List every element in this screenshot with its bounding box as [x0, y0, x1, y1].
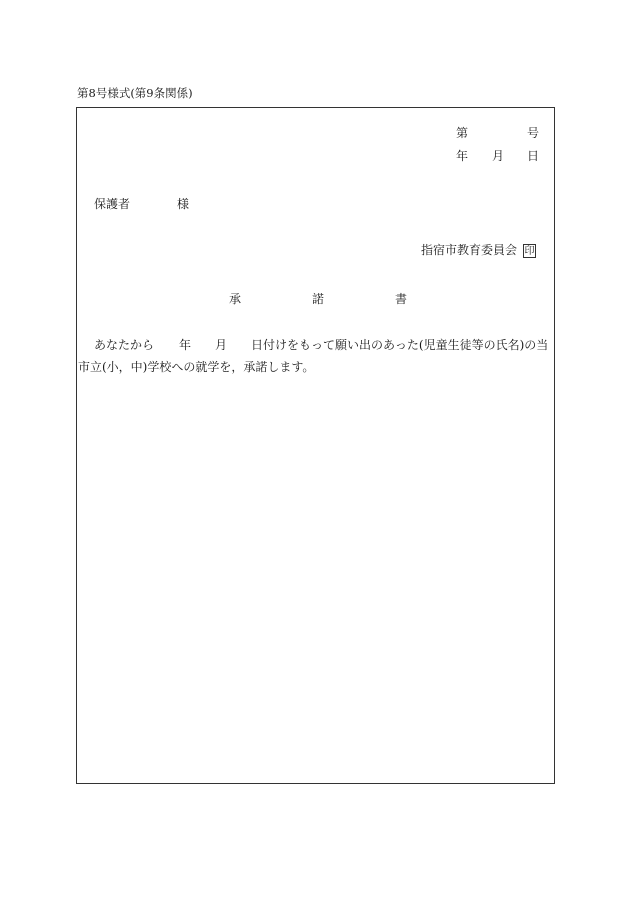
date-month-label: 月 — [492, 149, 505, 163]
date-year-label: 年 — [456, 149, 469, 163]
form-number-label: 第8号様式(第9条関係) — [77, 86, 193, 100]
document-frame — [76, 107, 555, 784]
recipient-honorific: 様 — [177, 197, 190, 211]
body-text-main: 日付けをもって願い出のあった(児童生徒等の氏名)の当 — [251, 338, 549, 352]
seal-mark: 印 — [524, 245, 535, 257]
title-char-1: 承 — [229, 292, 242, 306]
body-text-prefix: あなたから — [94, 338, 155, 352]
recipient-label: 保護者 — [94, 197, 131, 211]
document-number-prefix: 第 — [456, 126, 469, 140]
date-day-label: 日 — [527, 149, 540, 163]
issuer-block — [421, 241, 536, 258]
title-char-2: 諾 — [312, 292, 325, 306]
body-month-label: 月 — [215, 338, 228, 352]
issuer-name: 指宿市教育委員会 — [421, 243, 518, 257]
body-year-label: 年 — [179, 338, 192, 352]
title-char-3: 書 — [395, 292, 408, 306]
body-line-2: 市立(小，中)学校への就学を，承諾します。 — [78, 360, 315, 374]
document-number-suffix: 号 — [527, 126, 540, 140]
